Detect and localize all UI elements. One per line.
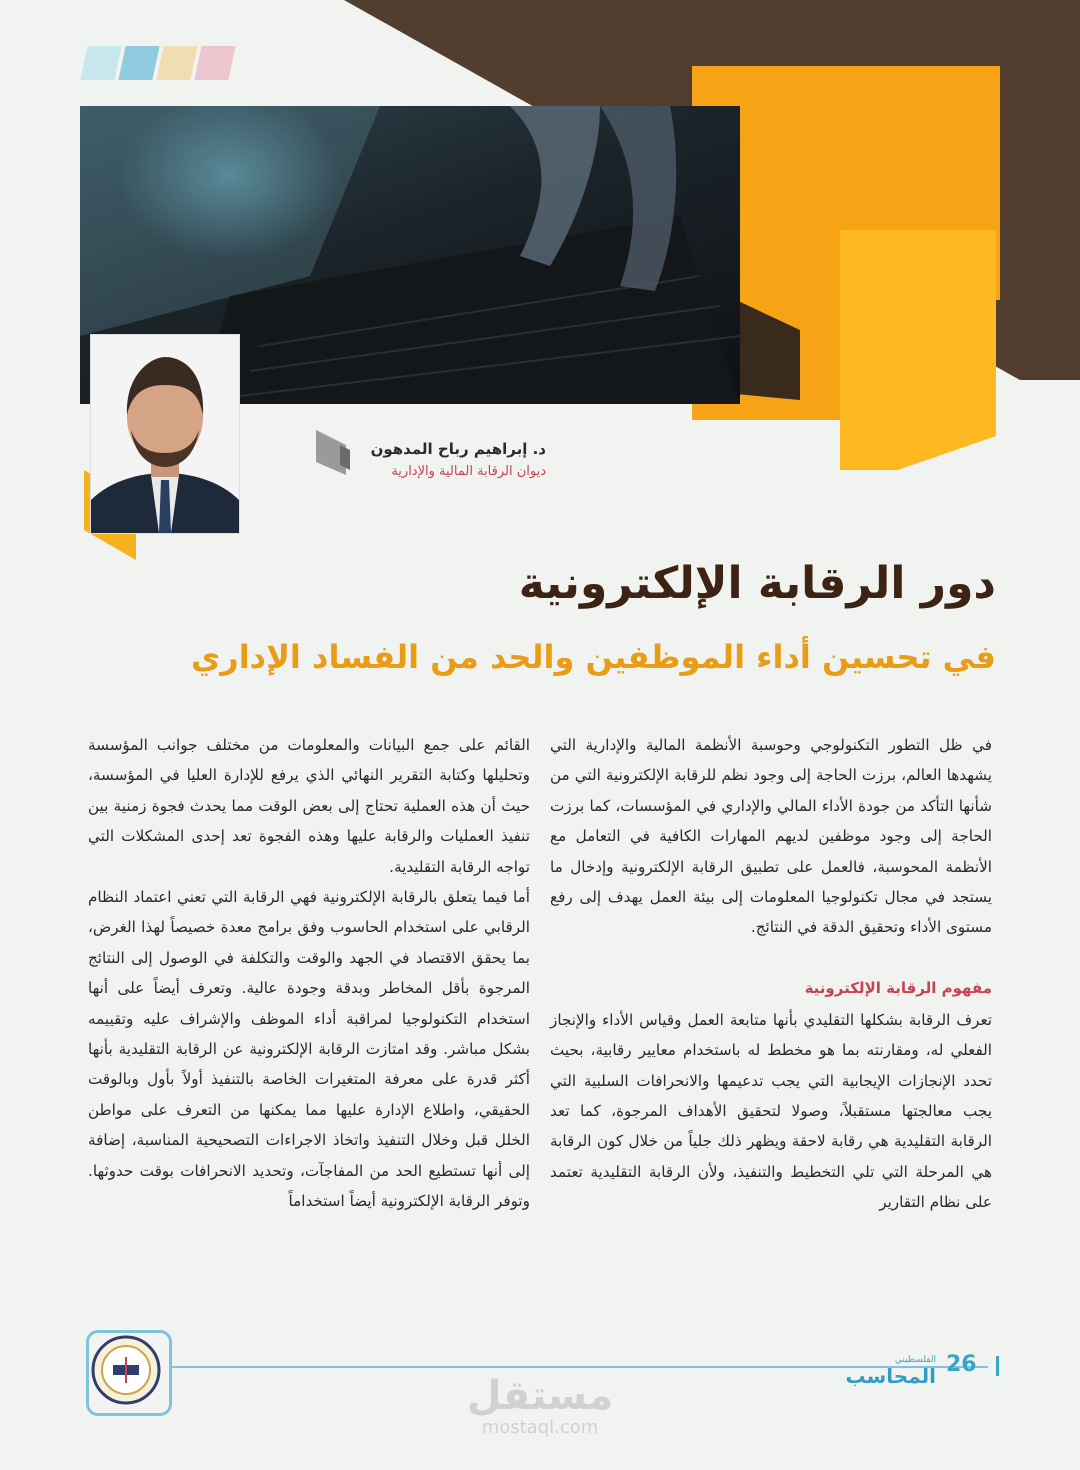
color-squares-strip xyxy=(84,46,232,80)
magazine-logo-small: الفلسطيني xyxy=(894,1355,936,1365)
watermark-latin: mostaql.com xyxy=(481,1417,599,1438)
decorative-square xyxy=(156,46,197,80)
decorative-square xyxy=(80,46,121,80)
page-number: 26 xyxy=(946,1352,977,1377)
article-subtitle: في تحسين أداء الموظفين والحد من الفساد الإداري xyxy=(190,638,996,676)
institution-seal-logo xyxy=(86,1330,172,1416)
decorative-square xyxy=(118,46,159,80)
magazine-logo-name: المحاسب xyxy=(845,1364,936,1388)
author-organization: ديوان الرقابة المالية والإدارية xyxy=(391,464,546,479)
magazine-logo xyxy=(836,1355,936,1387)
paragraph-2: أما فيما يتعلق بالرقابة الإلكترونية فهي الرقابة التي تعني اعتماد النظام الرقابي على استخدام الحاسوب وفق برامج معدة خصيصاً لهذا الغرض، بما يحقق الاقتصاد في الجهد والوقت والتكلفة في الوصول إلى النتائج المرجوة بأقل المخاطر وبدقة وجودة عالية. وتعرف أيضاً على أنها استخدام التكنولوجيا لمراقبة أداء الموظف والإشراف عليه وتقييمه بشكل مباشر. وقد امتازت الرقابة الإلكترونية عن الرقابة التقليدية بأنها أكثر قدرة على معرفة المتغيرات الخاصة بالتنفيذ أولاً بأول وبالوقت الحقيقي، واطلاع الإدارة عليها مما يمكنها من التعرف على مواطن الخلل قبل وخلال التنفيذ واتخاذ الاجراءات التصحيحية المناسبة، إضافة إلى أنها تستطيع الحد من المفاجآت، وتحديد الانحرافات بوقت حدوثها. وتوفر الرقابة الإلكترونية أيضاً استخداماً xyxy=(88,888,530,1211)
author-block xyxy=(300,440,546,479)
intro-paragraph: في ظل التطور التكنولوجي وحوسبة الأنظمة المالية والإدارية التي يشهدها العالم، برزت الحاجة إلى وجود نظم للرقابة الإلكترونية التي من شأنها التأكد من جودة الأداء المالي والإداري في المؤسسات، كما برزت الحاجة إلى وجود موظفين لديهم المهارات الكافية في التعامل مع الأنظمة المحوسبة، فالعمل على تطبيق الرقابة الإلكترونية وإدخال ما يستجد في مجال تكنولوجيا المعلومات إلى بيئة العمل يهدف إلى رفع مستوى الأداء وتحقيق الدقة في النتائج. xyxy=(550,736,992,937)
page-number-bar xyxy=(996,1356,999,1376)
right-column xyxy=(550,730,992,1320)
watermark-arabic: مستقل xyxy=(466,1373,614,1419)
left-column xyxy=(88,730,530,1320)
section-heading: مفهوم الرقابة الإلكترونية xyxy=(804,978,992,997)
article-title: دور الرقابة الإلكترونية xyxy=(518,558,996,609)
section-paragraph: تعرف الرقابة بشكلها التقليدي بأنها متابعة العمل وقياس الأداء والإنجاز الفعلي له، ومقارنته بما هو مخطط له باستخدام معايير رقابية، بحيث تحدد الإنجازات الإيجابية التي يجب تدعيمها والانحرافات السلبية التي يجب معالجتها مستقبلاً، وصولا لتحقيق الأهداف المرجوة، كما تعد الرقابة التقليدية هي رقابة لاحقة ويظهر ذلك جلياً من خلال كون الرقابة هي المرحلة التي تلي التخطيط والتنفيذ، ولأن الرقابة التقليدية تعتمد على نظام التقارير xyxy=(550,1010,992,1212)
watermark xyxy=(440,1374,640,1438)
author-name: د. إبراهيم رباح المدهون xyxy=(370,440,546,458)
paragraph-1: القائم على جمع البيانات والمعلومات من مختلف جوانب المؤسسة وتحليلها وكتابة التقرير النهائي الذي يرفع للإدارة العليا في المؤسسة، حيث أن هذه العملية تحتاج إلى بعض الوقت مما يحدث فجوة زمنية بين تنفيذ العمليات والرقابة عليها وهذه الفجوة تعد إحدى المشكلات التي تواجه الرقابة التقليدية. xyxy=(88,736,530,876)
author-photo xyxy=(90,334,240,534)
decorative-square xyxy=(194,46,235,80)
